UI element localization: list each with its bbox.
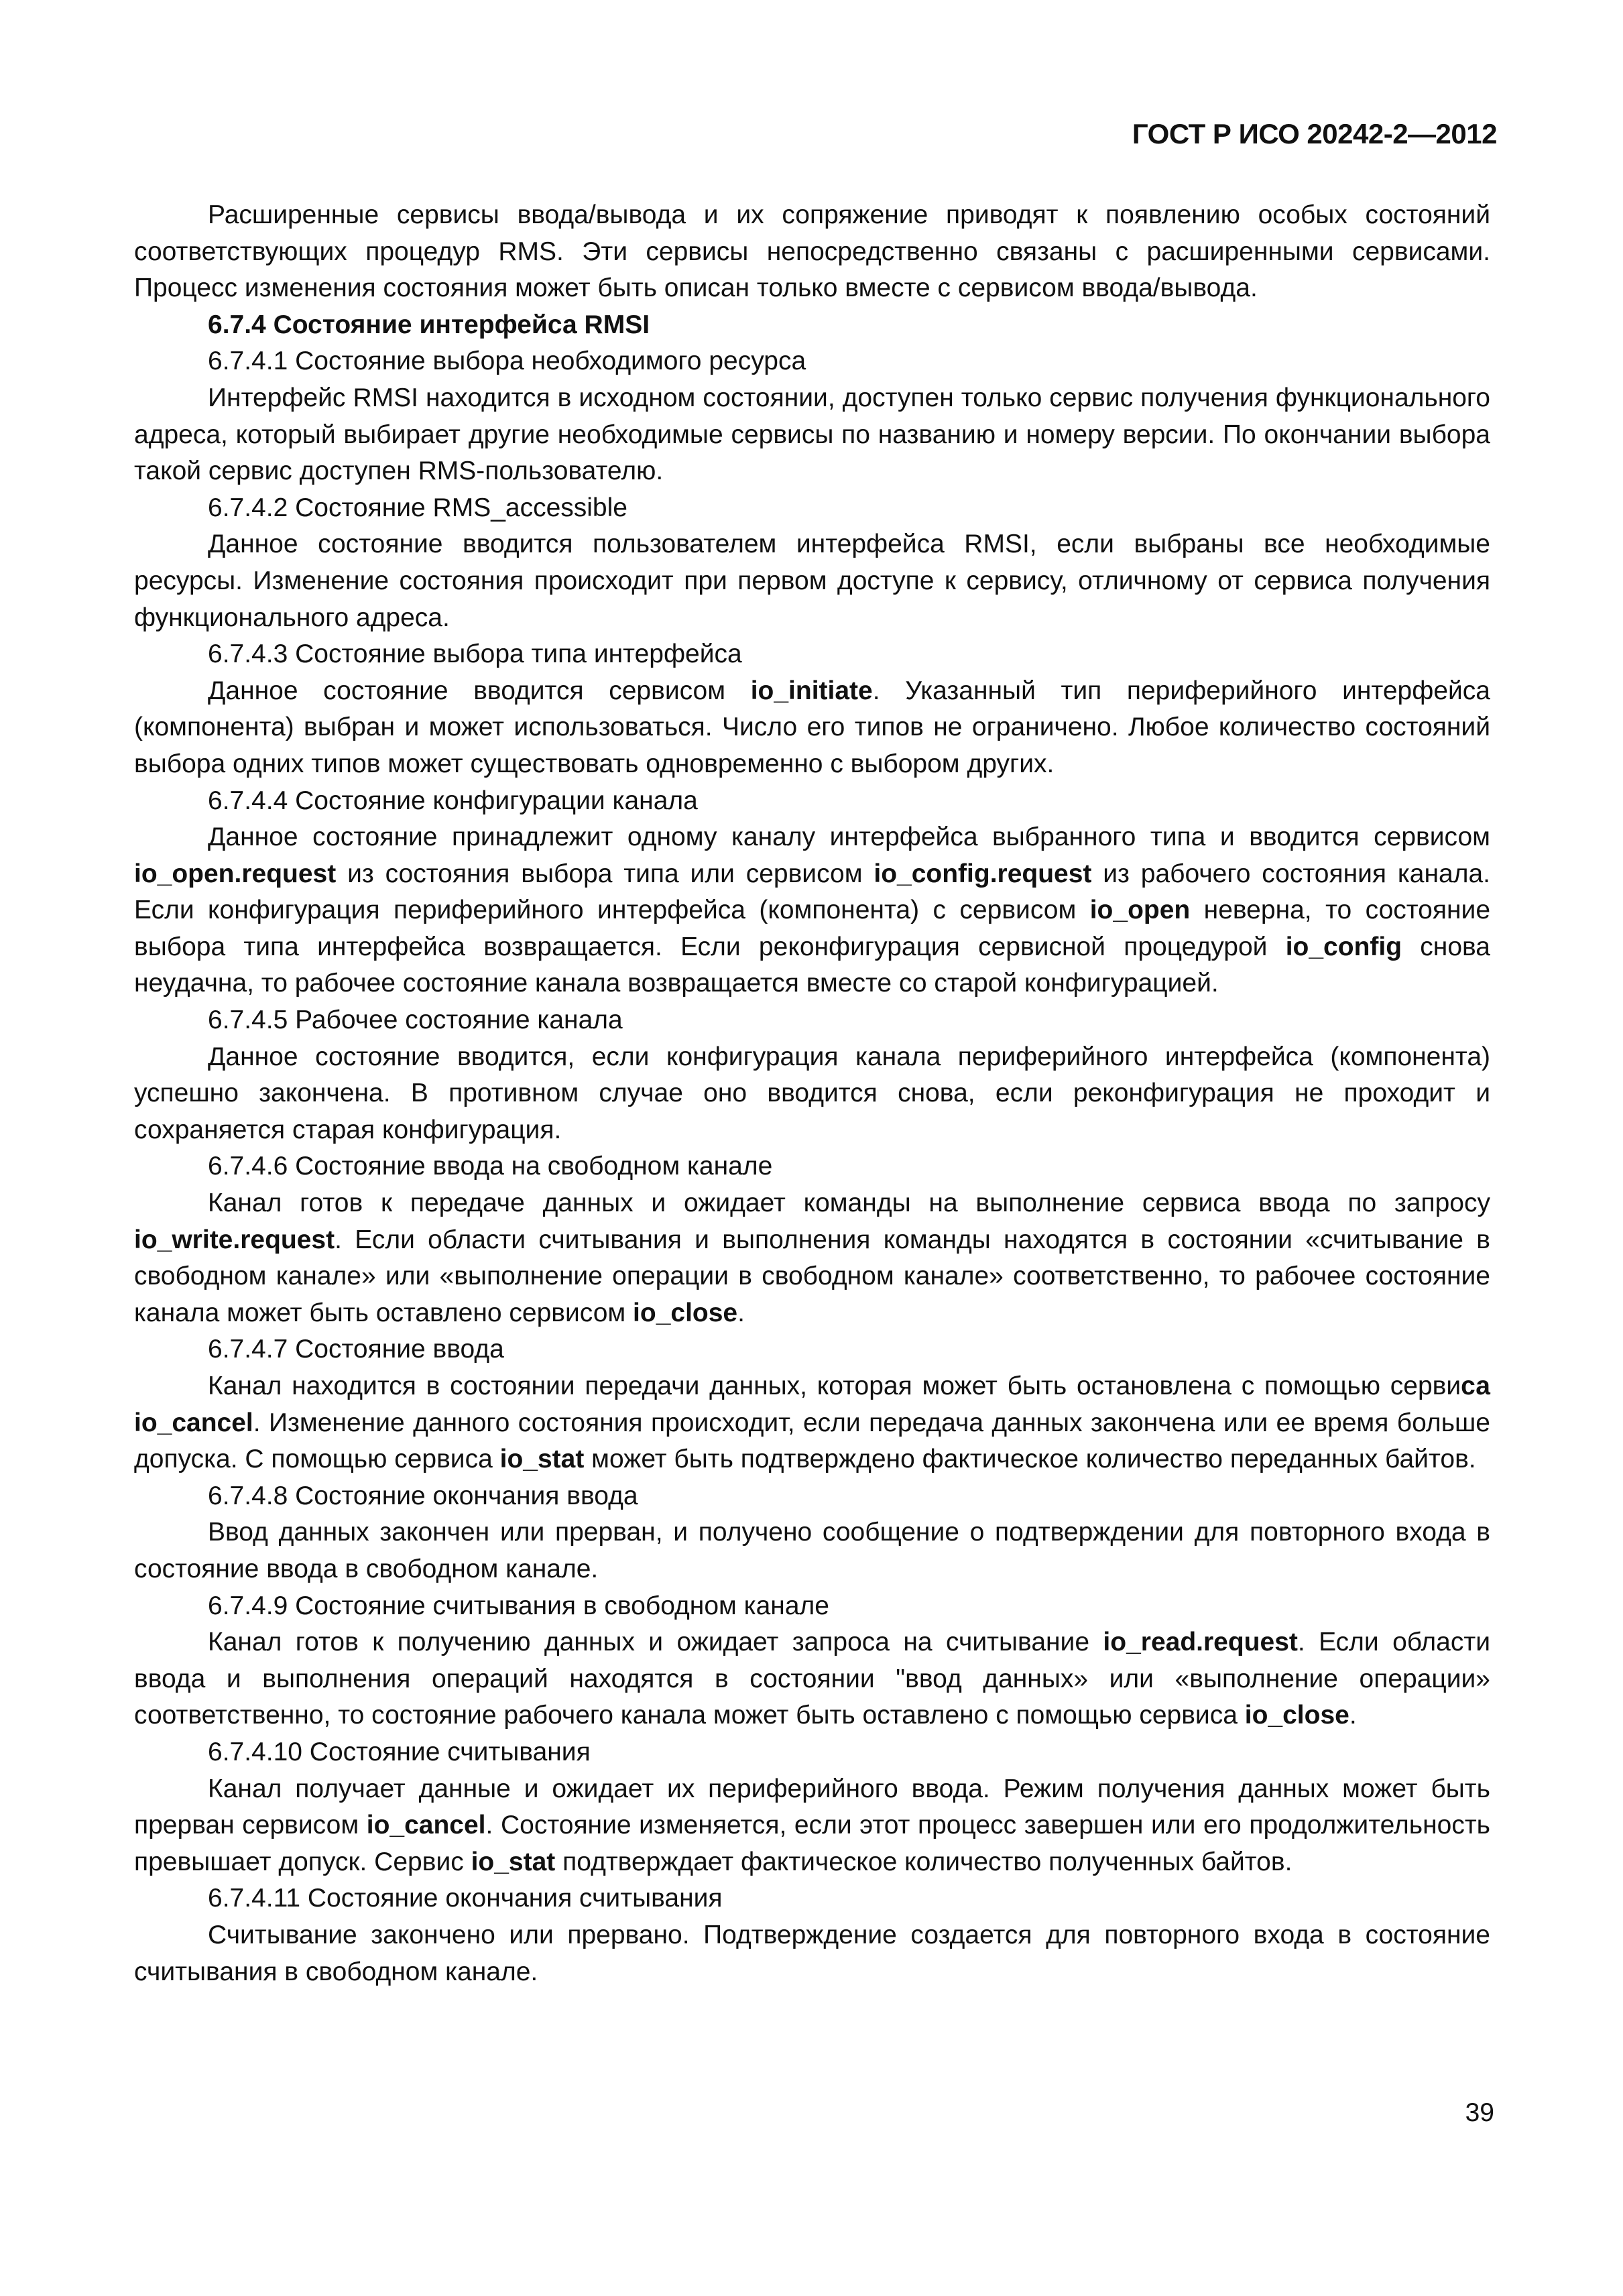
text-run: из состояния выбора типа или сервисом	[336, 859, 874, 888]
service-name: io_cancel	[366, 1811, 486, 1840]
text-run: Данное состояние вводится сервисом	[208, 676, 751, 705]
paragraph-6-7-4-10	[134, 1771, 1490, 1881]
section-heading-6-7-4: 6.7.4 Состояние интерфейса RMSI	[208, 310, 650, 339]
text-run: подтверждает фактическое количество полученных байтов.	[555, 1847, 1293, 1876]
subsection-heading-6-7-4-7: 6.7.4.7 Состояние ввода	[208, 1335, 504, 1364]
paragraph-6-7-4-6	[134, 1185, 1490, 1331]
text-run: может быть подтверждено фактическое количество переданных байтов.	[584, 1445, 1476, 1474]
text-run: из рабочего состояния канала. Если конфигурация периферийного интерфейса (компонента) с сервисом	[134, 859, 1490, 925]
service-name: io_read.request	[1103, 1628, 1298, 1657]
text-run: . Если области ввода и выполнения операций находятся в состоянии "ввод данных» или «выполнение операции» соответственно, то состояние рабочего канала может быть оставлено с помощью сервиса	[134, 1628, 1490, 1730]
subsection-heading-6-7-4-4: 6.7.4.4 Состояние конфигурации канала	[208, 786, 698, 815]
paragraph-6-7-4-9	[134, 1624, 1490, 1734]
paragraph-6-7-4-1: Интерфейс RMSI находится в исходном состоянии, доступен только сервис получения функционального адреса, который выбирает другие необходимые сервисы по названию и номеру версии. По окончании выбора такой сервис доступен RMS-пользователю.	[134, 383, 1490, 486]
page-number: 39	[1465, 2098, 1494, 2127]
service-name: io_open.request	[134, 859, 337, 888]
subsection-heading-6-7-4-6: 6.7.4.6 Состояние ввода на свободном канале	[208, 1152, 773, 1181]
subsection-heading-6-7-4-5: 6.7.4.5 Рабочее состояние канала	[208, 1006, 623, 1035]
subsection-heading-6-7-4-2: 6.7.4.2 Состояние RMS_accessible	[208, 493, 627, 522]
subsection-heading-6-7-4-9: 6.7.4.9 Состояние считывания в свободном канале	[208, 1591, 829, 1620]
subsection-heading-6-7-4-10: 6.7.4.10 Состояние считывания	[208, 1737, 591, 1766]
service-name: io_close	[633, 1298, 738, 1327]
text-run: Канал готов к получению данных и ожидает запроса на считывание	[208, 1628, 1103, 1657]
service-name: io_write.request	[134, 1225, 335, 1254]
text-run: . Если области считывания и выполнения команды находятся в состоянии «считывание в свободном канале» или «выполнение операции в свободном канале» соответственно, то рабочее состояние канала может быть оставлено сервисом	[134, 1225, 1490, 1327]
service-name: io_close	[1244, 1701, 1349, 1730]
paragraph-6-7-4-3	[134, 673, 1490, 783]
text-run: Канал получает данные и ожидает их периферийного ввода. Режим получения данных может быть прерван сервисом	[134, 1774, 1490, 1840]
text-run: .	[737, 1298, 745, 1327]
service-name: io_stat	[499, 1445, 585, 1474]
service-name: io_config	[1285, 932, 1402, 961]
subsection-heading-6-7-4-8: 6.7.4.8 Состояние окончания ввода	[208, 1481, 638, 1510]
text-run: снова неудачна, то рабочее состояние канала возвращается вместе со старой конфигурацией.	[134, 932, 1490, 998]
text-run: Канал готов к передаче данных и ожидает команды на выполнение сервиса ввода по запросу	[208, 1189, 1490, 1218]
service-name: са io_cancel	[134, 1372, 1490, 1437]
paragraph-6-7-4-8: Ввод данных закончен или прерван, и получено сообщение о подтверждении для повторного входа в состояние ввода в свободном канале.	[134, 1518, 1490, 1583]
paragraph-6-7-4-5: Данное состояние вводится, если конфигурация канала периферийного интерфейса (компонента) успешно закончена. В противном случае оно вводится снова, если реконфигурация не проходит и сохраняется старая конфигурация.	[134, 1042, 1490, 1144]
text-run: Данное состояние принадлежит одному каналу интерфейса выбранного типа и вводится сервисом	[208, 823, 1490, 852]
document-header: ГОСТ Р ИСО 20242-2—2012	[1132, 118, 1497, 149]
subsection-heading-6-7-4-3: 6.7.4.3 Состояние выбора типа интерфейса	[208, 640, 742, 669]
text-run: . Указанный тип периферийного интерфейса (компонента) выбран и может использоваться. Число его типов не ограничено. Любое количество состояний выбора одних типов может существовать одновременно с выбором других.	[134, 676, 1490, 778]
subsection-heading-6-7-4-1: 6.7.4.1 Состояние выбора необходимого ресурса	[208, 347, 806, 376]
text-run: неверна, то состояние выбора типа интерфейса возвращается. Если реконфигурация сервисной процедурой	[134, 896, 1491, 961]
service-name: io_config.request	[874, 859, 1092, 888]
paragraph-6-7-4-2: Данное состояние вводится пользователем интерфейса RMSI, если выбраны все необходимые ресурсы. Изменение состояния происходит при первом доступе к сервису, отличному от сервиса получения функционального адреса.	[134, 530, 1490, 632]
text-run: .	[1349, 1701, 1357, 1730]
document-body	[134, 197, 1490, 1990]
service-name: io_stat	[471, 1847, 556, 1876]
text-run: Канал находится в состоянии передачи данных, которая может быть остановлена с помощью серви	[208, 1372, 1461, 1400]
service-name: io_open	[1089, 896, 1191, 925]
paragraph-6-7-4-11: Считывание закончено или прервано. Подтверждение создается для повторного входа в состояние считывания в свободном канале.	[134, 1920, 1490, 1986]
service-name: io_initiate	[750, 676, 873, 705]
paragraph-6-7-4-7	[134, 1368, 1490, 1478]
subsection-heading-6-7-4-11: 6.7.4.11 Состояние окончания считывания	[208, 1884, 723, 1913]
paragraph-6-7-4-4	[134, 819, 1490, 1002]
text-run: . Состояние изменяется, если этот процесс завершен или его продолжительность превышает допуск. Сервис	[134, 1811, 1490, 1876]
text-run: . Изменение данного состояния происходит, если передача данных закончена или ее время больше допуска. С помощью сервиса	[134, 1408, 1490, 1474]
intro-paragraph: Расширенные сервисы ввода/вывода и их сопряжение приводят к появлению особых состояний соответствующих процедур RMS. Эти сервисы непосредственно связаны с расширенными сервисами. Процесс изменения состояния может быть описан только вместе с сервисом ввода/вывода.	[134, 200, 1490, 303]
